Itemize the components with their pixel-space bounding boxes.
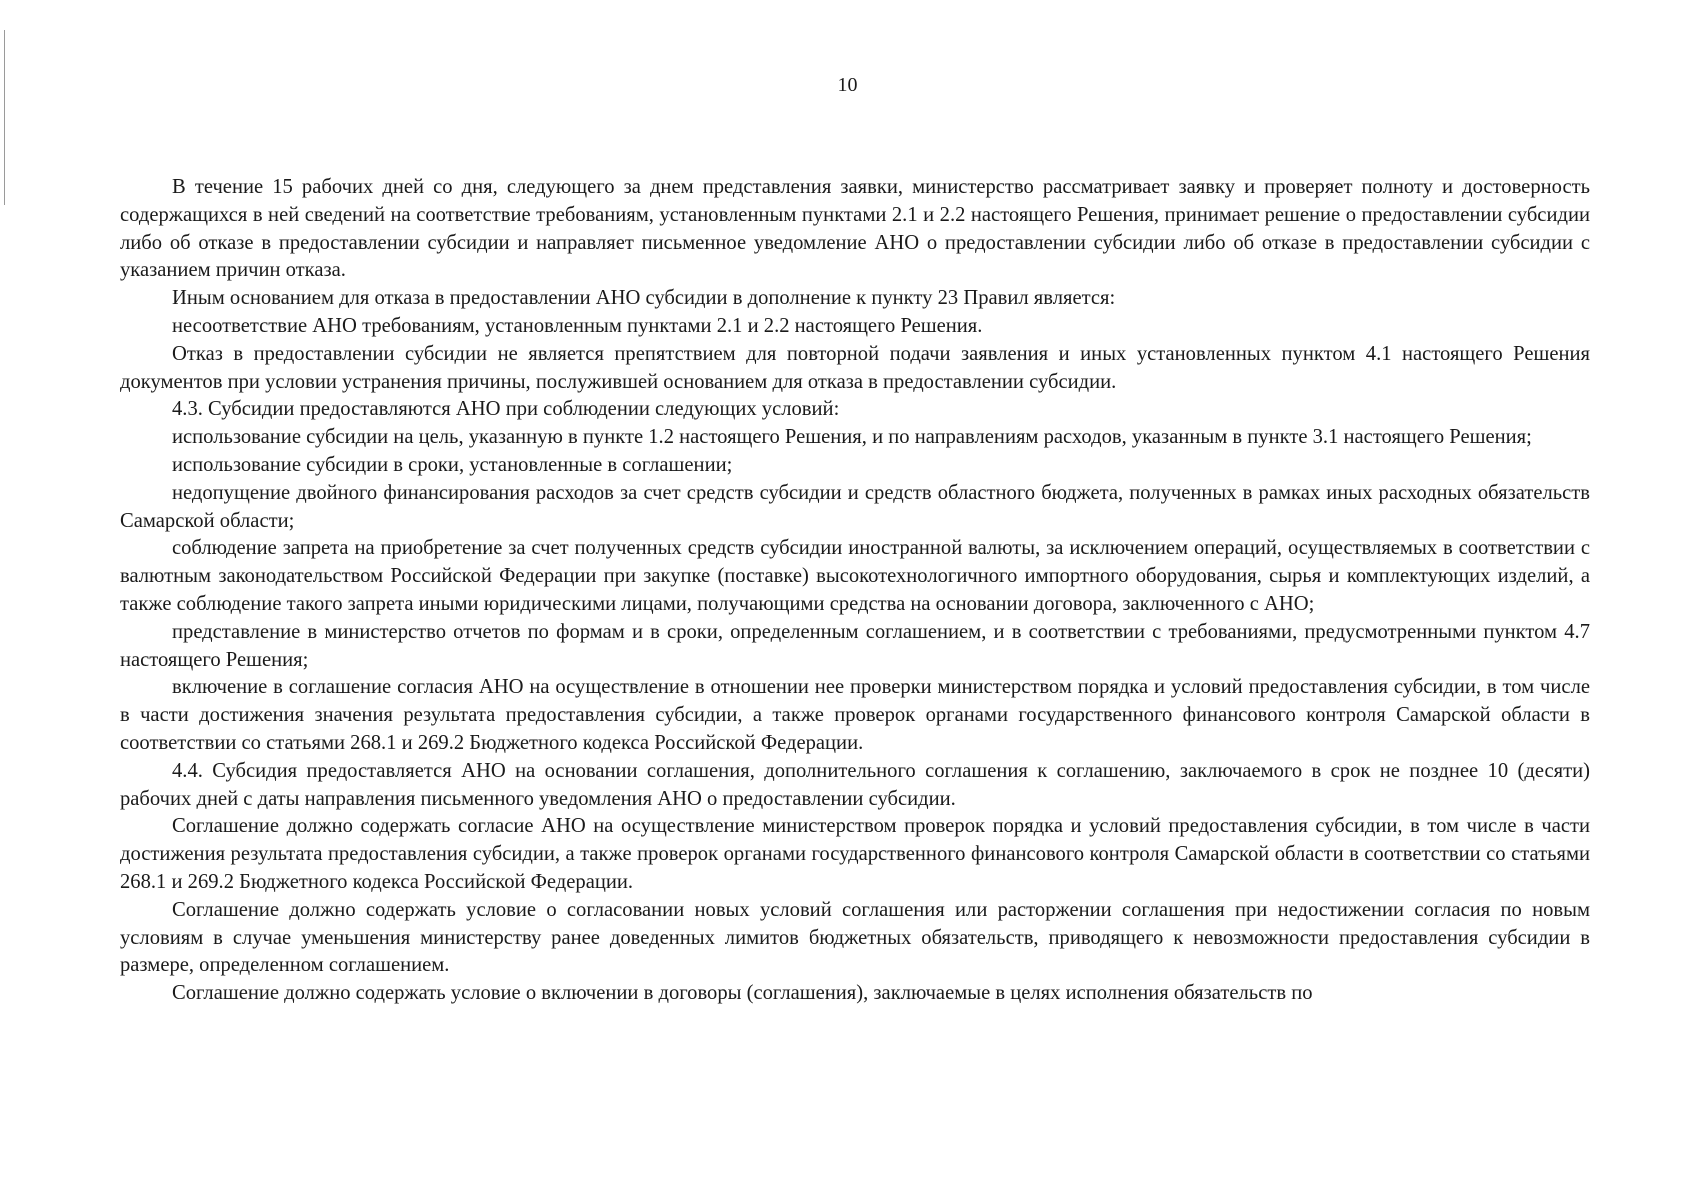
paragraph-noncompliance: несоответствие АНО требованиям, установленным пунктами 2.1 и 2.2 настоящего Решения. [172,314,983,337]
paragraph-condition-purpose: использование субсидии на цель, указанную в пункте 1.2 настоящего Решения, и по направлениям расходов, указанным в пункте 3.1 настоящего Решения; [172,426,1532,449]
paragraph-agreement-new-terms: Соглашение должно содержать условие о согласовании новых условий соглашения или расторжении соглашения при недостижении согласия по новым условиям в случае уменьшения министерству ранее доведенных лимитов бюджетных обязательств, приводящего к невозможности предоставления субсидии в размере, определенном соглашением. [120,898,1590,977]
paragraph-refusal-not-obstacle: Отказ в предоставлении субсидии не является препятствием для повторной подачи заявления и иных установленных пунктом 4.1 настоящего Решения документов при условии устранения причины, послужившей основанием для отказа в предоставлении субсидии. [120,342,1590,393]
page-number: 10 [837,74,858,96]
paragraph-condition-reports: представление в министерство отчетов по формам и в сроки, определенным соглашением, и в соответствии с требованиями, предусмотренными пунктом 4.7 настоящего Решения; [120,620,1590,671]
paragraph-4-3-heading: 4.3. Субсидии предоставляются АНО при соблюдении следующих условий: [172,398,840,421]
paragraph-4-4-agreement: 4.4. Субсидия предоставляется АНО на основании соглашения, дополнительного соглашения к соглашению, заключаемого в срок не позднее 10 (десяти) рабочих дней с даты направления письменного уведомления АНО о предоставлении субсидии. [120,759,1590,810]
paragraph-agreement-consent: Соглашение должно содержать согласие АНО на осуществление министерством проверок порядка и условий предоставления субсидии, в том числе в части достижения результата предоставления субсидии, а также проверок органами государственного финансового контроля Самарской области в соответствии со статьями 268.1 и 269.2 Бюджетного кодекса Российской Федерации. [120,815,1590,893]
paragraph-condition-deadlines: использование субсидии в сроки, установленные в соглашении; [172,453,733,476]
paragraph-agreement-contracts: Соглашение должно содержать условие о включении в договоры (соглашения), заключаемые в целях исполнения обязательств по [172,982,1313,1005]
paragraph-condition-double-financing: недопущение двойного финансирования расходов за счет средств субсидии и средств областного бюджета, полученных в рамках иных расходных обязательств Самарской области; [120,481,1590,532]
paragraph-other-grounds: Иным основанием для отказа в предоставлении АНО субсидии в дополнение к пункту 23 Правил является: [172,287,1116,310]
scan-edge-line [4,30,5,205]
document-body [120,174,1590,1008]
paragraph-condition-currency-ban: соблюдение запрета на приобретение за счет полученных средств субсидии иностранной валюты, за исключением операций, осуществляемых в соответствии с валютным законодательством Российской Федерации при закупке (поставке) высокотехнологичного импортного оборудования, сырья и комплектующих изделий, а также соблюдение такого запрета иными юридическими лицами, получающими средства на основании договора, заключенного с АНО; [120,537,1590,615]
paragraph-condition-inspection-consent: включение в соглашение согласия АНО на осуществление в отношении нее проверки министерством порядка и условий предоставления субсидии, в том числе в части достижения значения результата предоставления субсидии, а также проверок органами государственного финансового контроля Самарской области в соответствии со статьями 268.1 и 269.2 Бюджетного кодекса Российской Федерации. [120,676,1590,754]
paragraph-review-period: В течение 15 рабочих дней со дня, следующего за днем представления заявки, министерство рассматривает заявку и проверяет полноту и достоверность содержащихся в ней сведений на соответствие требованиям, установленным пунктами 2.1 и 2.2 настоящего Решения, принимает решение о предоставлении субсидии либо об отказе в предоставлении субсидии и направляет письменное уведомление АНО о предоставлении субсидии либо об отказе в предоставлении субсидии с указанием причин отказа. [120,176,1590,282]
